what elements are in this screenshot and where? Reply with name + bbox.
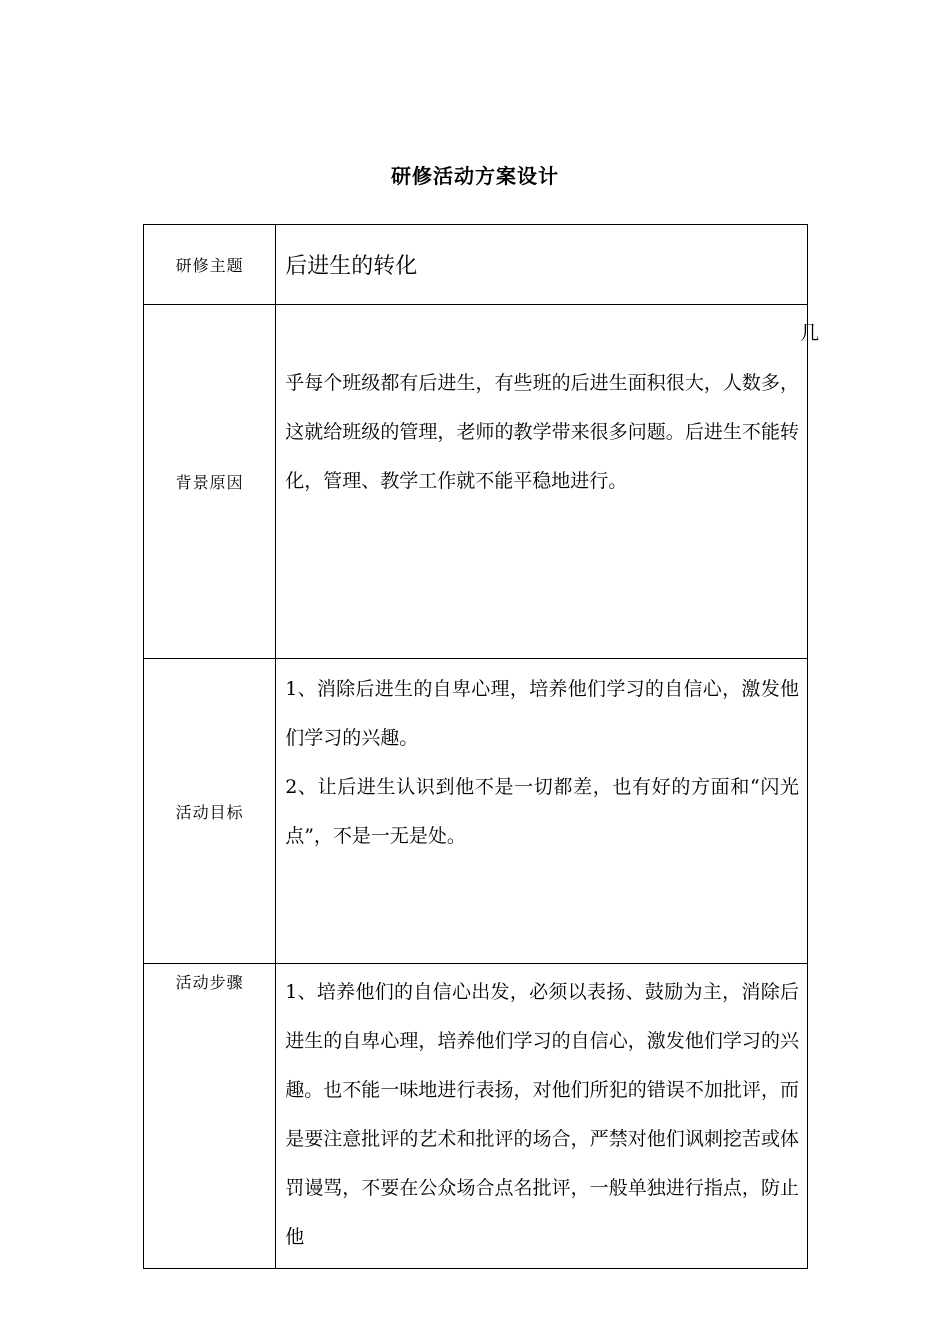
goals-label: 活动目标 bbox=[144, 659, 276, 964]
table-row-theme bbox=[144, 225, 808, 305]
theme-content: 后进生的转化 bbox=[276, 225, 808, 305]
plan-table bbox=[143, 224, 808, 1269]
background-label: 背景原因 bbox=[144, 305, 276, 659]
goal-item-2: 2、让后进生认识到他不是一切都差，也有好的方面和“闪光点”，不是一无是处。 bbox=[285, 776, 799, 847]
table-row-goals bbox=[144, 659, 808, 964]
document-title: 研修活动方案设计 bbox=[391, 164, 559, 188]
background-content: 乎每个班级都有后进生，有些班的后进生面积很大，人数多，这就给班级的管理，老师的教学带来很多问题。后进生不能转化，管理、教学工作就不能平稳地进行。 bbox=[285, 372, 799, 492]
theme-label: 研修主题 bbox=[144, 225, 276, 305]
goal-item-1: 1、消除后进生的自卑心理，培养他们学习的自信心，激发他们学习的兴趣。 bbox=[285, 678, 799, 749]
background-content-cell bbox=[276, 305, 808, 659]
background-first-char: 几 bbox=[800, 322, 820, 344]
table-row-background bbox=[144, 305, 808, 659]
table-row-steps bbox=[144, 964, 808, 1269]
steps-label: 活动步骤 bbox=[144, 964, 276, 1269]
goals-content-cell bbox=[276, 659, 808, 964]
steps-content-cell bbox=[276, 964, 808, 1269]
steps-content: 1、培养他们的自信心出发，必须以表扬、鼓励为主，消除后进生的自卑心理，培养他们学习的自信心，激发他们学习的兴趣。也不能一味地进行表扬，对他们所犯的错误不加批评，而是要注意批评的艺术和批评的场合，严禁对他们讽刺挖苦或体罚谩骂，不要在公众场合点名批评，一般单独进行指点，防止他 bbox=[285, 981, 799, 1248]
